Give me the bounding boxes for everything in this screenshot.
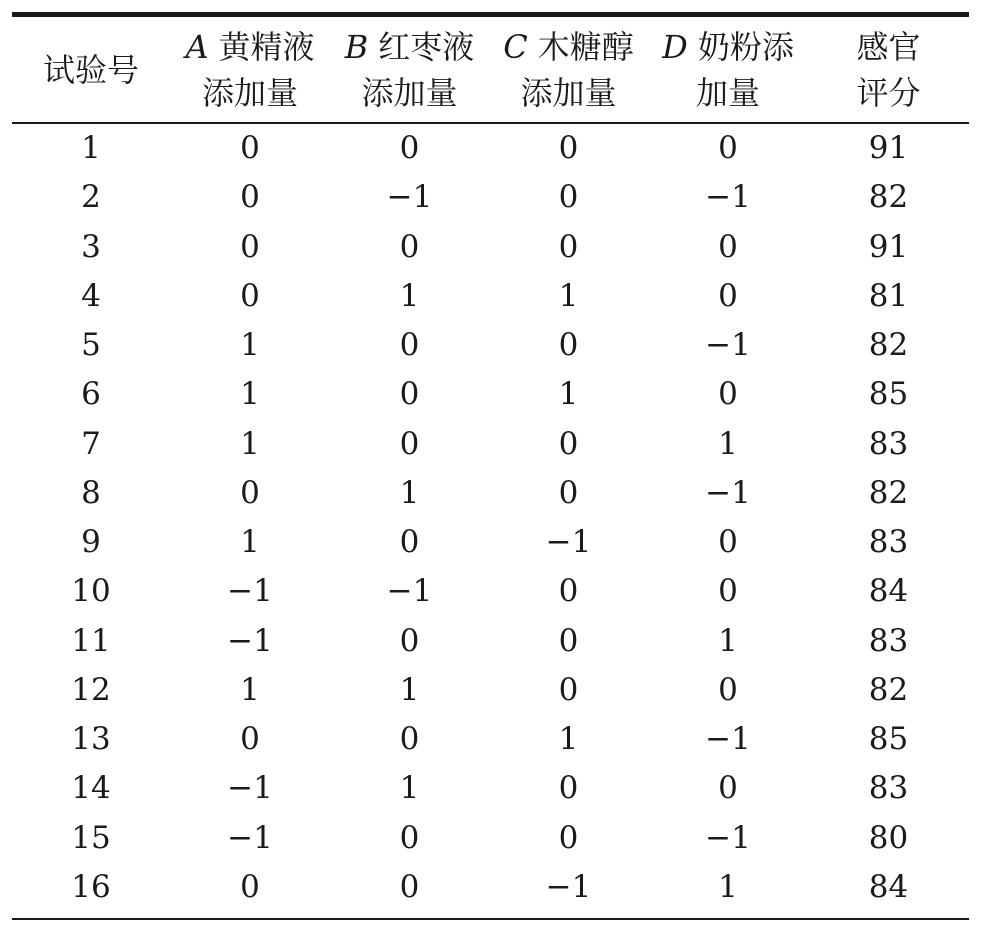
factor-a-cell: 1: [240, 425, 260, 462]
factor-b-cell: 0: [399, 327, 420, 364]
factor-a-cell: 0: [240, 721, 260, 758]
trial-number-cell: 12: [71, 671, 111, 708]
factor-d-cell: −1: [705, 819, 751, 856]
sensory-score-cell: 83: [868, 425, 909, 462]
trial-number-cell: 16: [71, 868, 111, 905]
factor-b-cell: −1: [386, 573, 433, 610]
factor-b-cell: 1: [399, 671, 420, 708]
factor-b-cell: 0: [399, 868, 420, 905]
factor-symbol: C: [503, 27, 528, 66]
trial-number-cell: 10: [71, 573, 111, 610]
table-row: [12, 124, 969, 173]
factor-c-cell: 1: [558, 376, 579, 413]
sensory-score-cell: 91: [868, 228, 909, 265]
table-row: [12, 764, 969, 813]
header-line: 感官: [856, 27, 921, 66]
factor-a-cell: −1: [227, 573, 273, 610]
factor-b-cell: 0: [399, 376, 420, 413]
factor-d-cell: 0: [718, 277, 738, 314]
factor-c-cell: 0: [558, 819, 579, 856]
table-row: [12, 567, 969, 616]
factor-b-cell: 0: [399, 819, 420, 856]
sensory-score-cell: 84: [868, 868, 909, 905]
table-row: [12, 715, 969, 764]
sensory-score-cell: 83: [868, 524, 909, 561]
header-factor-a: [170, 24, 330, 116]
factor-a-cell: 0: [240, 179, 260, 216]
table-row: [12, 272, 969, 321]
header-line: 红枣液: [378, 27, 475, 66]
sensory-score-cell: 91: [868, 130, 909, 167]
sensory-score-cell: 83: [868, 770, 909, 807]
factor-d-cell: 1: [718, 622, 738, 659]
factor-a-cell: 1: [240, 376, 260, 413]
factor-b-cell: 0: [399, 721, 420, 758]
factor-d-cell: 0: [718, 573, 738, 610]
header-line: 加量: [695, 73, 760, 112]
factor-b-cell: 1: [399, 474, 420, 511]
factor-c-cell: −1: [545, 524, 592, 561]
factor-d-cell: −1: [705, 721, 751, 758]
trial-number-cell: 2: [81, 179, 101, 216]
header-factor-c: [489, 24, 648, 116]
trial-number-cell: 15: [71, 819, 111, 856]
factor-d-cell: −1: [705, 474, 751, 511]
header-factor-d: [648, 24, 808, 116]
factor-symbol: D: [662, 27, 688, 66]
factor-d-cell: −1: [705, 327, 751, 364]
trial-number-cell: 14: [71, 770, 111, 807]
header-trial-number: [12, 47, 170, 93]
table-body: [12, 124, 969, 918]
sensory-score-cell: 85: [868, 376, 909, 413]
table-row: [12, 617, 969, 666]
header-line: 试验号: [42, 50, 139, 89]
factor-c-cell: −1: [545, 868, 592, 905]
factor-c-cell: 1: [558, 277, 579, 314]
factor-b-cell: −1: [386, 179, 433, 216]
factor-a-cell: 1: [240, 671, 260, 708]
trial-number-cell: 13: [71, 721, 111, 758]
data-table: [12, 12, 969, 920]
header-factor-b: [330, 24, 489, 116]
factor-c-cell: 0: [558, 671, 579, 708]
table-row: [12, 666, 969, 715]
factor-c-cell: 0: [558, 474, 579, 511]
sensory-score-cell: 80: [868, 819, 909, 856]
factor-d-cell: −1: [705, 179, 751, 216]
sensory-score-cell: 82: [868, 671, 909, 708]
sensory-score-cell: 82: [868, 327, 909, 364]
factor-c-cell: 0: [558, 228, 579, 265]
table-row: [12, 370, 969, 419]
factor-d-cell: 0: [718, 770, 738, 807]
factor-b-cell: 0: [399, 130, 420, 167]
sensory-score-cell: 81: [868, 277, 909, 314]
table-row: [12, 173, 969, 222]
factor-d-cell: 1: [718, 425, 738, 462]
factor-symbol: A: [185, 27, 209, 66]
sensory-score-cell: 83: [868, 622, 909, 659]
factor-b-cell: 0: [399, 622, 420, 659]
factor-a-cell: −1: [227, 770, 273, 807]
trial-number-cell: 6: [81, 376, 101, 413]
header-sensory-score: [808, 24, 969, 116]
factor-d-cell: 0: [718, 671, 738, 708]
sensory-score-cell: 82: [868, 474, 909, 511]
trial-number-cell: 9: [81, 524, 101, 561]
factor-b-cell: 0: [399, 228, 420, 265]
trial-number-cell: 8: [81, 474, 101, 511]
factor-c-cell: 0: [558, 622, 579, 659]
header-line: 添加量: [520, 73, 617, 112]
factor-a-cell: 1: [240, 327, 260, 364]
sensory-score-cell: 82: [868, 179, 909, 216]
factor-d-cell: 0: [718, 376, 738, 413]
sensory-score-cell: 85: [868, 721, 909, 758]
table-row: [12, 469, 969, 518]
factor-a-cell: 0: [240, 868, 260, 905]
factor-b-cell: 1: [399, 770, 420, 807]
trial-number-cell: 5: [81, 327, 101, 364]
factor-c-cell: 0: [558, 770, 579, 807]
header-line: 添加量: [361, 73, 458, 112]
factor-a-cell: −1: [227, 622, 273, 659]
trial-number-cell: 3: [81, 228, 101, 265]
table-row: [12, 223, 969, 272]
factor-c-cell: 0: [558, 327, 579, 364]
trial-number-cell: 7: [81, 425, 101, 462]
trial-number-cell: 11: [71, 622, 111, 659]
table-row: [12, 518, 969, 567]
header-line: 奶粉添: [697, 27, 794, 66]
factor-b-cell: 0: [399, 425, 420, 462]
factor-symbol: B: [344, 27, 369, 66]
factor-d-cell: 0: [718, 130, 738, 167]
factor-c-cell: 0: [558, 425, 579, 462]
table-row: [12, 420, 969, 469]
factor-b-cell: 1: [399, 277, 420, 314]
table-row: [12, 814, 969, 863]
factor-c-cell: 0: [558, 130, 579, 167]
header-line: 木糖醇: [537, 27, 634, 66]
table-row: [12, 863, 969, 912]
factor-a-cell: −1: [227, 819, 273, 856]
factor-a-cell: 0: [240, 277, 260, 314]
header-line: 添加量: [201, 73, 298, 112]
factor-a-cell: 0: [240, 474, 260, 511]
sensory-score-cell: 84: [868, 573, 909, 610]
factor-c-cell: 1: [558, 721, 579, 758]
factor-c-cell: 0: [558, 573, 579, 610]
factor-d-cell: 1: [718, 868, 738, 905]
bottom-rule: [12, 918, 969, 920]
trial-number-cell: 4: [81, 277, 101, 314]
trial-number-cell: 1: [81, 130, 101, 167]
factor-a-cell: 0: [240, 228, 260, 265]
table-header: [12, 17, 969, 122]
factor-a-cell: 1: [240, 524, 260, 561]
factor-c-cell: 0: [558, 179, 579, 216]
header-line: 黄精液: [218, 27, 315, 66]
table-row: [12, 321, 969, 370]
header-line: 评分: [856, 73, 921, 112]
factor-a-cell: 0: [240, 130, 260, 167]
factor-d-cell: 0: [718, 524, 738, 561]
factor-d-cell: 0: [718, 228, 738, 265]
factor-b-cell: 0: [399, 524, 420, 561]
